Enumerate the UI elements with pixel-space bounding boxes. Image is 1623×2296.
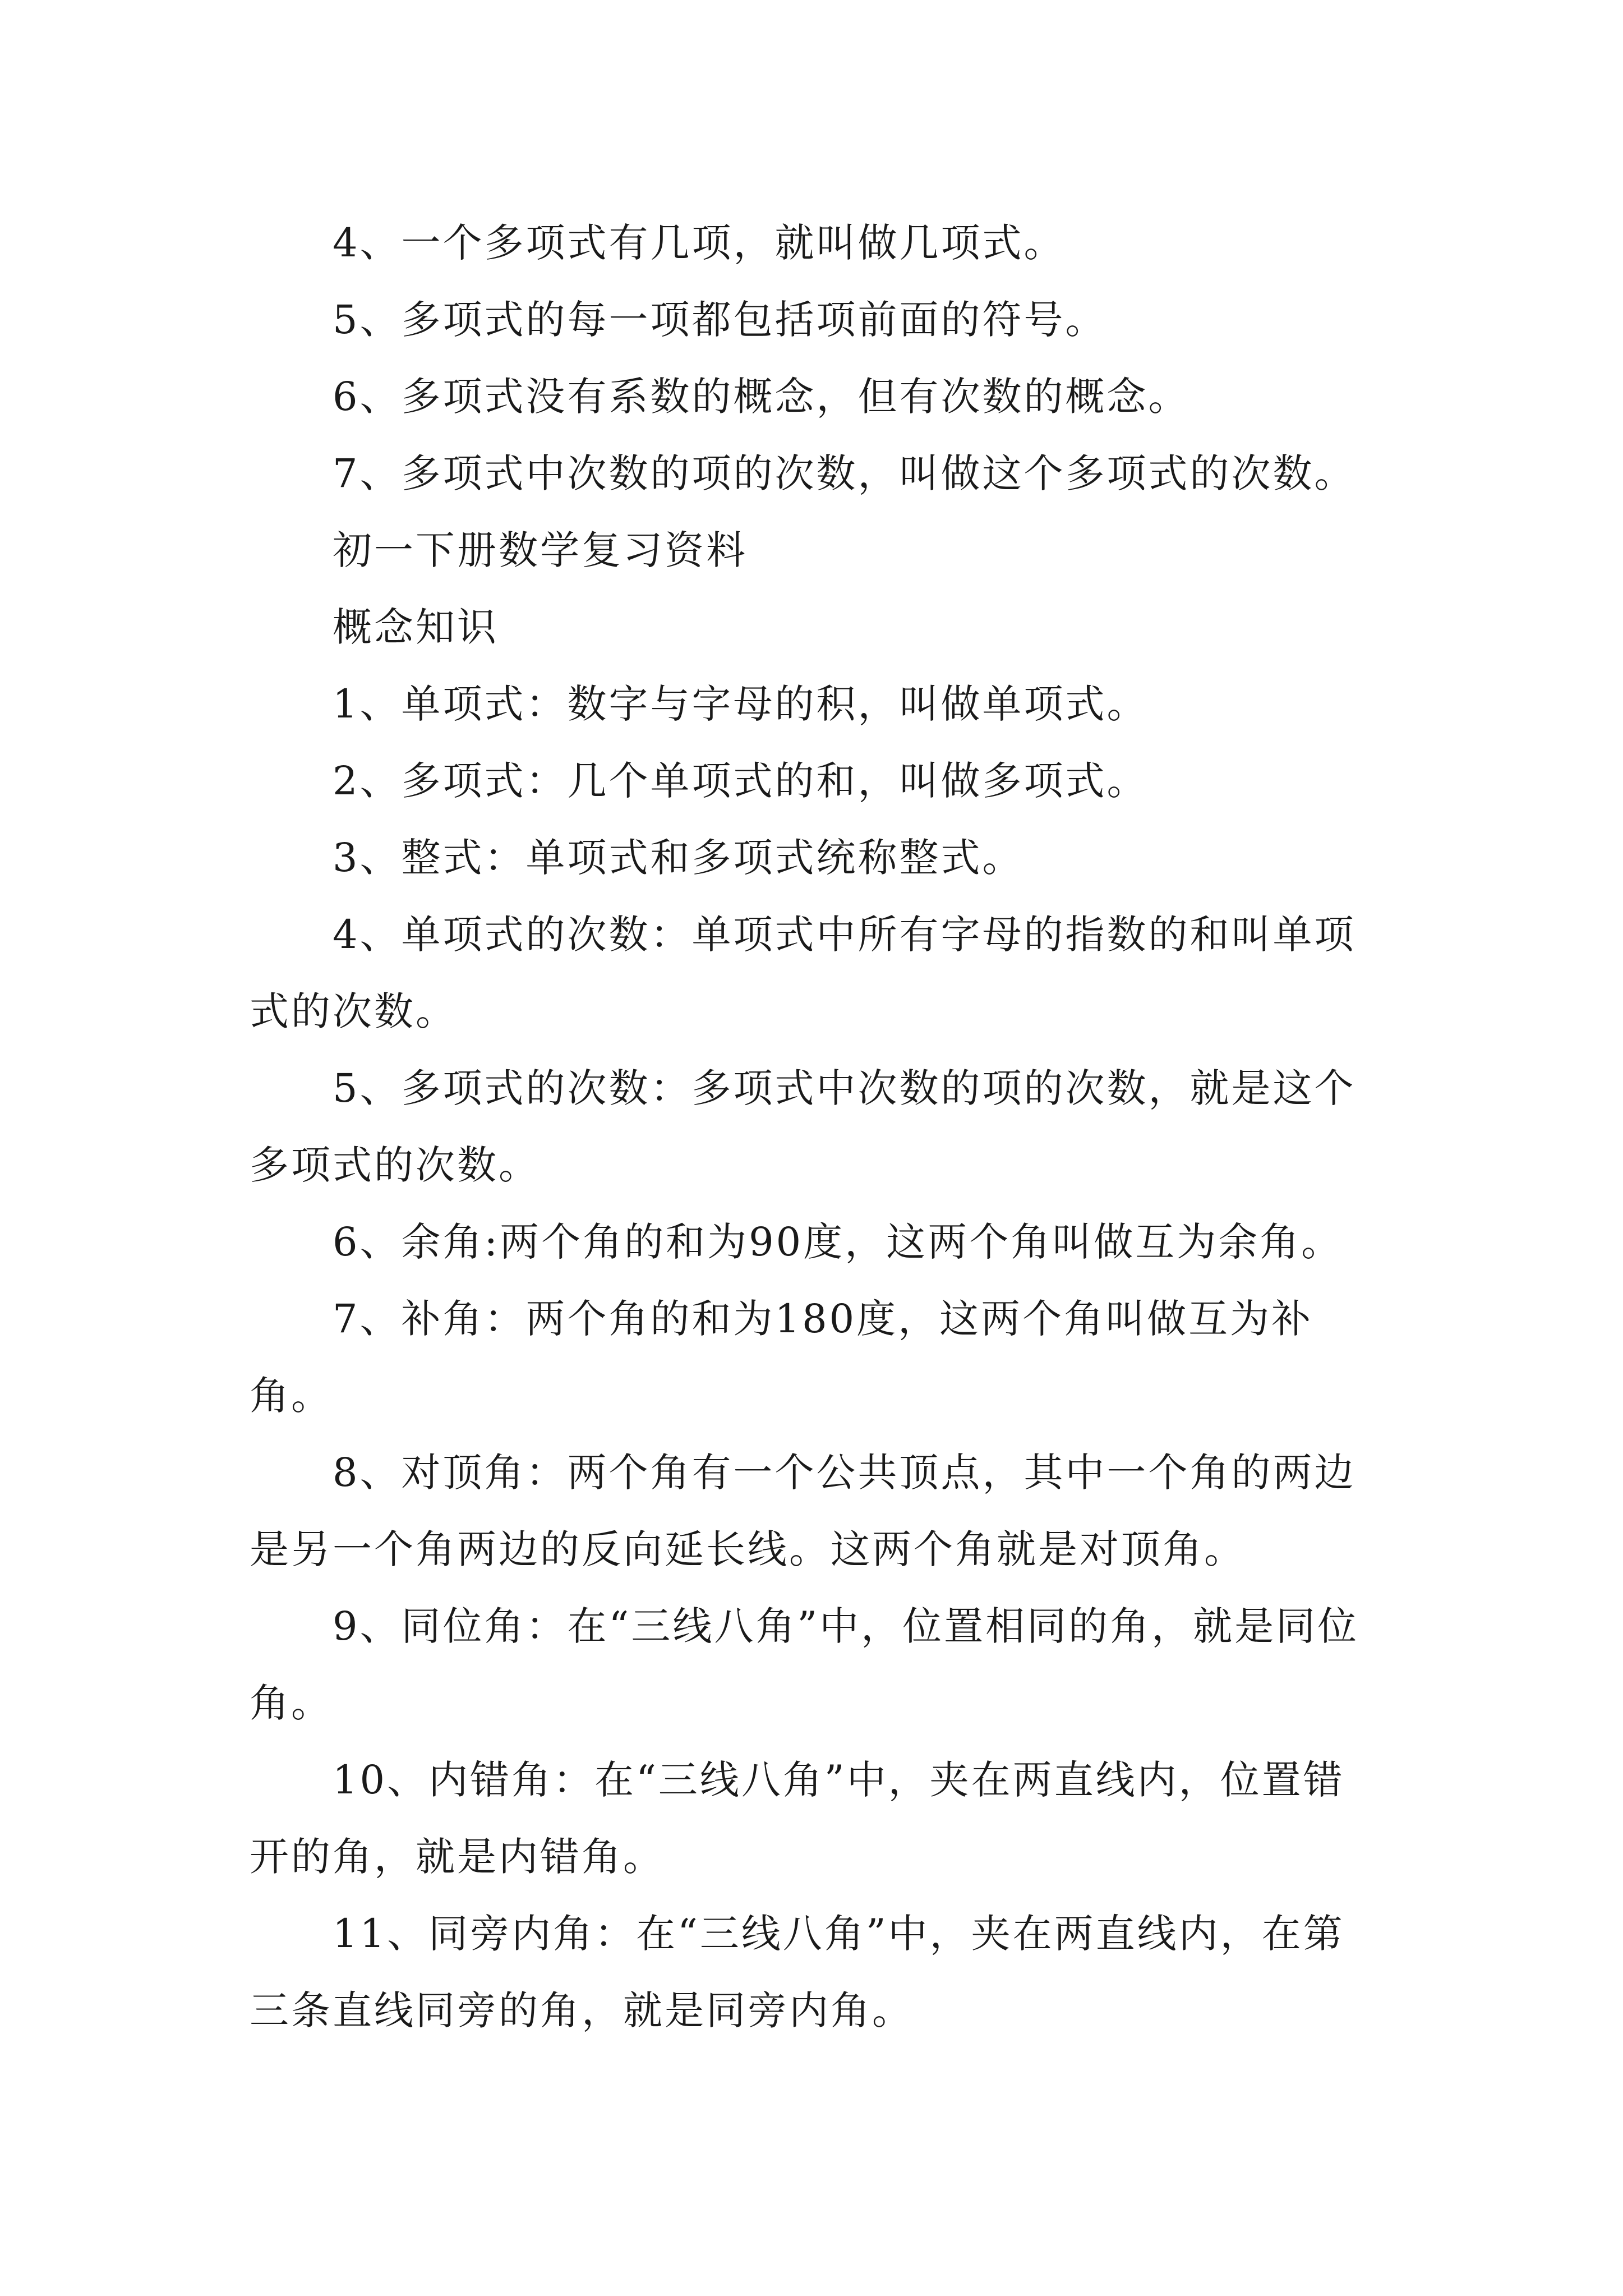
paragraph-polynomial-terms: 4、一个多项式有几项，就叫做几项式。 [333, 220, 1066, 266]
paragraph-polynomial: 2、多项式：几个单项式的和，叫做多项式。 [333, 758, 1149, 804]
section-subtitle: 概念知识 [333, 604, 499, 650]
paragraph-polynomial-signs: 5、多项式的每一项都包括项前面的符号。 [333, 297, 1107, 343]
paragraph-monomial: 1、单项式：数字与字母的积，叫做单项式。 [333, 681, 1149, 727]
paragraph-alternate-interior-angle: 10、内错角：在“三线八角”中，夹在两直线内，位置错开的角，就是内错角。 [250, 1757, 1345, 1880]
paragraph-polynomial-degree-definition: 5、多项式的次数：多项式中次数的项的次数，就是这个多项式的次数。 [250, 1065, 1356, 1188]
paragraph-supplementary-angle: 7、补角：两个角的和为180度，这两个角叫做互为补角。 [250, 1296, 1313, 1419]
paragraph-same-side-interior-angle: 11、同旁内角：在“三线八角”中，夹在两直线内，在第三条直线同旁的角，就是同旁内角。 [250, 1911, 1345, 2033]
paragraph-vertical-angle: 8、对顶角：两个角有一个公共顶点，其中一个角的两边是另一个角两边的反向延长线。这两个角就是对顶角。 [250, 1450, 1356, 1572]
document-body [250, 205, 1382, 2049]
paragraph-integral-expression: 3、整式：单项式和多项式统称整式。 [333, 835, 1024, 881]
paragraph-monomial-degree: 4、单项式的次数：单项式中所有字母的指数的和叫单项式的次数。 [250, 912, 1356, 1034]
paragraph-corresponding-angle: 9、同位角：在“三线八角”中，位置相同的角，就是同位角。 [250, 1603, 1359, 1726]
paragraph-polynomial-degree: 7、多项式中次数的项的次数，叫做这个多项式的次数。 [333, 450, 1356, 496]
paragraph-complementary-angle: 6、余角:两个角的和为90度，这两个角叫做互为余角。 [333, 1219, 1343, 1265]
paragraph-polynomial-coefficient: 6、多项式没有系数的概念，但有次数的概念。 [333, 374, 1190, 420]
section-title: 初一下册数学复习资料 [333, 527, 748, 573]
